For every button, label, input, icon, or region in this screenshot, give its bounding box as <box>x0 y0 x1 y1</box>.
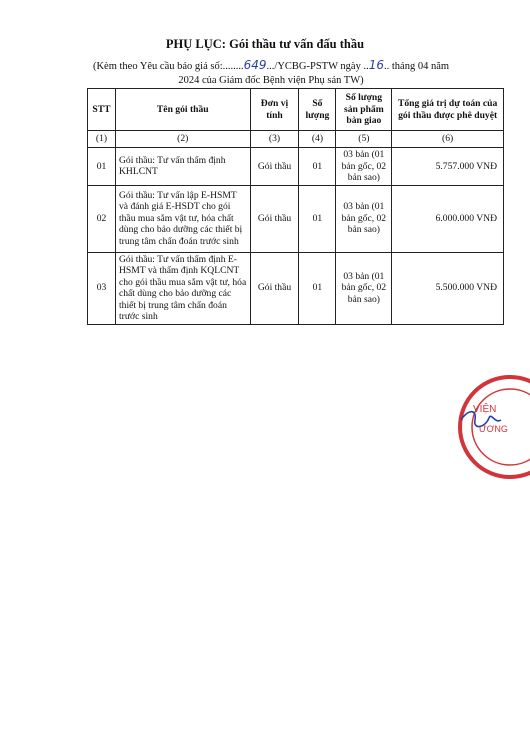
table-row <box>88 148 504 186</box>
row-unit: Gói thầu <box>250 252 299 324</box>
tender-table <box>87 88 504 325</box>
row-stt: 03 <box>88 252 116 324</box>
row-stt: 01 <box>88 148 116 186</box>
row-deliverables: 03 bản (01 bản gốc, 02 bản sao) <box>336 185 392 252</box>
subtitle-middle: /YCBG-PSTW ngày <box>274 61 361 72</box>
column-number: (5) <box>336 131 392 148</box>
subtitle: (Kèm theo Yêu cầu báo giá số:........649.../YCBG-PSTW ngày ..16.. tháng 04 năm 2024 của Giám đốc Bệnh viện Phụ sản TW) <box>92 58 450 86</box>
table-row <box>88 185 504 252</box>
column-number: (1) <box>88 131 116 148</box>
subtitle-suffix: tháng 04 năm 2024 của Giám đốc Bệnh viện Phụ sản TW) <box>178 61 450 86</box>
header-stt: STT <box>88 89 116 131</box>
row-qty: 01 <box>299 148 336 186</box>
column-number-row <box>88 131 504 148</box>
page-title: PHỤ LỤC: Gói thầu tư vấn đấu thầu <box>165 37 365 51</box>
row-qty: 01 <box>299 252 336 324</box>
row-name: Gói thầu: Tư vấn thẩm định E-HSMT và thẩm định KQLCNT cho gói thầu mua sắm vật tư, hóa chất dùng cho bảo dưỡng các thiết bị trung tâm chẩn đoán trước sinh <box>115 252 250 324</box>
header-total: Tổng giá trị dự toán của gói thầu được phê duyệt <box>392 89 504 131</box>
header-name: Tên gói thầu <box>115 89 250 131</box>
row-unit: Gói thầu <box>250 185 299 252</box>
column-number: (2) <box>115 131 250 148</box>
doc-day: 16 <box>368 58 384 72</box>
header-unit: Đơn vị tính <box>250 89 299 131</box>
row-stt: 02 <box>88 185 116 252</box>
seal-text-top: VIỆN <box>473 404 497 415</box>
row-name: Gói thầu: Tư vấn lập E-HSMT và đánh giá E-HSDT cho gói thầu mua sắm vật tư, hóa chất dùng cho bảo dưỡng các thiết bị trung tâm chẩn đoán trước sinh <box>115 185 250 252</box>
column-number: (6) <box>392 131 504 148</box>
doc-number: 649 <box>243 58 267 72</box>
column-number: (4) <box>299 131 336 148</box>
row-qty: 01 <box>299 185 336 252</box>
hospital-seal <box>455 372 530 482</box>
row-total: 5.500.000 VNĐ <box>392 252 504 324</box>
row-deliverables: 03 bản (01 bản gốc, 02 bản sao) <box>336 148 392 186</box>
column-number: (3) <box>250 131 299 148</box>
header-deliverables: Số lượng sản phẩm bàn giao <box>336 89 392 131</box>
seal-text-bottom: ƯƠNG <box>479 424 508 434</box>
header-qty: Số lượng <box>299 89 336 131</box>
row-name: Gói thầu: Tư vấn thẩm định KHLCNT <box>115 148 250 186</box>
row-unit: Gói thầu <box>250 148 299 186</box>
row-total: 5.757.000 VNĐ <box>392 148 504 186</box>
subtitle-prefix: (Kèm theo Yêu cầu báo giá số: <box>92 61 223 72</box>
table-row <box>88 252 504 324</box>
header-row <box>88 89 504 131</box>
row-deliverables: 03 bản (01 bản gốc, 02 bản sao) <box>336 252 392 324</box>
row-total: 6.000.000 VNĐ <box>392 185 504 252</box>
